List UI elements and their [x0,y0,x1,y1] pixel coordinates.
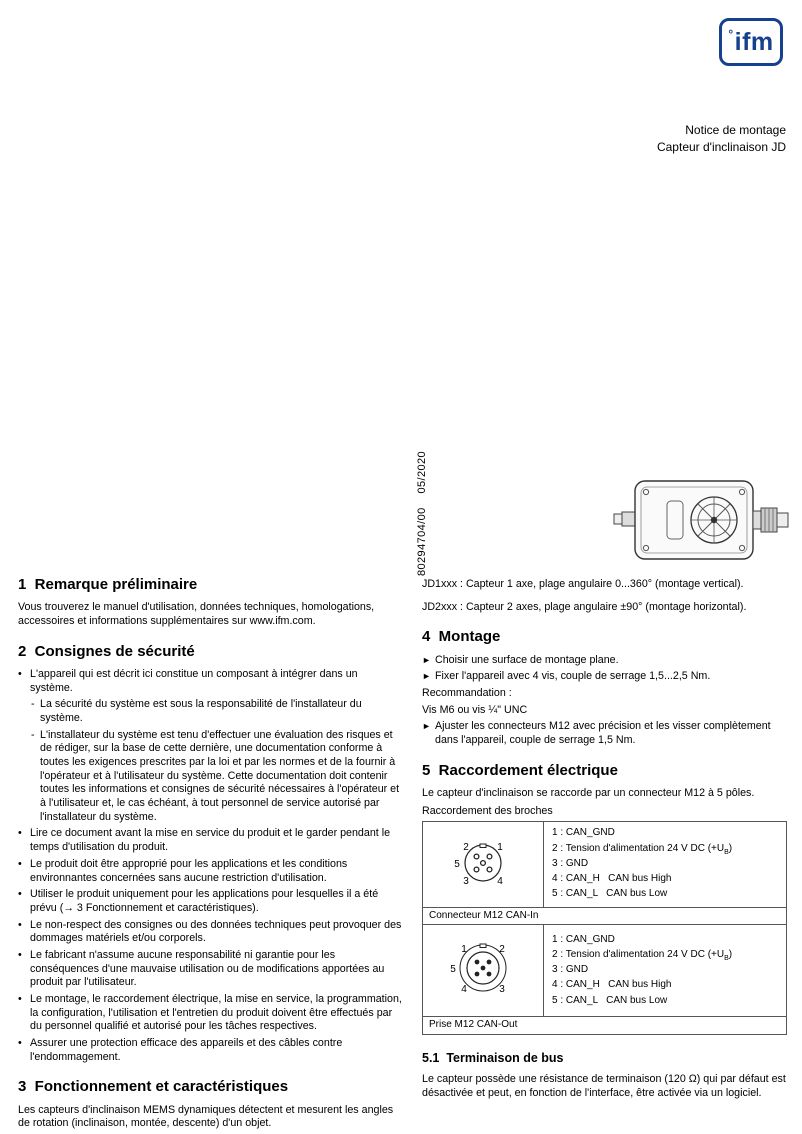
arrow-marker: ► [422,671,431,682]
pin-line: 1 : CAN_GND [552,827,615,839]
list-item [18,668,402,695]
list-item [18,949,402,990]
pin-line: 1 : CAN_GND [552,933,615,945]
list-item [18,993,402,1034]
bullet-marker: • [18,827,22,840]
bullet-marker: • [18,1037,22,1050]
list-item [18,698,402,725]
instruction-item [422,670,787,684]
instruction-item [422,654,787,668]
dash-marker: - [31,698,35,711]
list-item [18,919,402,946]
connector-can-in-caption: Connecteur M12 CAN-In [423,907,787,925]
section-2-title: 2 Consignes de sécurité [18,642,195,660]
pin-line: 4 : CAN_H CAN bus High [552,873,672,885]
logo-degree-mark: ° [728,27,734,41]
list-item [18,827,402,854]
bullet-marker: • [18,918,22,931]
pin-number-label: 3 [499,984,505,996]
instruction-text: Choisir une surface de montage plane. [435,653,619,666]
pin-assignment-label: Raccordement des broches [422,804,553,817]
pin-line: 3 : GND [552,857,589,869]
doc-header [657,122,786,157]
ifm-logo [719,18,783,66]
recommendation-text: Vis M6 ou vis ¼" UNC [422,703,528,716]
instruction-text: Fixer l'appareil avec 4 vis, couple de serrage 1,5...2,5 Nm. [435,670,711,683]
bullet-marker: • [18,857,22,870]
arrow-marker: ► [422,654,431,665]
pin-list-cell [544,822,787,907]
bullet-marker: • [18,667,22,680]
list-item-text: L'installateur du système est tenu d'effectuer une évaluation des risques et de rédiger, sur la base de cette dernière, une documentation conforme à toutes les exigences prescrites par la loi et par les normes et de la fournir à l'opérateur et à l'utilisateur du système. Cette documentation doit contenir toutes les informations et consignes de sécurité nécessaires à l'opérateur et à l'utilisateur et, le cas échéant, à tout personnel de service autorisé par l'installateur du système. [40,728,400,823]
right-column [422,578,787,1110]
pin-line: 2 : Tension d'alimentation 24 V DC $(+U_B)$ [552,948,733,962]
section-3-body: Les capteurs d'inclinaison MEMS dynamiques détectent et mesurent les angles de rotation (inclinaison, montée, descente) d'un objet. [18,1103,394,1130]
section-5-intro: Le capteur d'inclinaison se raccorde par un connecteur M12 à 5 pôles. [422,787,755,799]
pin-list-cell [544,925,787,1017]
list-item [18,888,402,915]
pin-number-label: 4 [461,984,467,996]
logo-text: ifm [734,27,774,56]
pin-line: 5 : CAN_L CAN bus Low [552,994,668,1006]
table-caption-row [423,1017,787,1035]
section-3-title: 3 Fonctionnement et caractéristiques [18,1078,289,1096]
bullet-marker: • [18,993,22,1005]
bullet-marker: • [18,888,22,901]
instruction-item [422,720,787,747]
document-number-vertical: 80294704/00 05/2020 [416,450,428,576]
instruction-text: Ajuster les connecteurs M12 avec précision et les visser complètement dans l'appareil, couple de serrage 1,5 Nm. [435,720,771,747]
m12-can-out-diagram [433,928,533,1008]
list-item-text: Assurer une protection efficace des appareils et des câbles contre l'endommagement. [30,1037,343,1063]
list-item [18,729,402,825]
list-item [18,1037,402,1064]
pin-line: 4 : CAN_H CAN bus High [552,979,672,991]
table-row [423,925,787,1017]
list-item-text: Le fabricant n'assume aucune responsabilité ni garantie pour les conséquences d'une mauvaise utilisation ou de modifications apportées au produit par l'utilisateur. [30,948,385,989]
arrow-marker: ► [422,721,431,732]
list-item-text: Le montage, le raccordement électrique, la mise en service, la programmation, la configuration, l'utilisation et l'entretien du produit doivent être effectués par du personnel qualifié et autorisé pour les tâches respectives. [30,993,402,1033]
list-item-text: Le produit doit être approprié pour les applications et les conditions environnantes concernées sans aucune restriction d'utilisation. [30,857,348,884]
dash-marker: - [31,728,35,741]
pin-number-label: 1 [461,944,467,956]
list-item-text: Lire ce document avant la mise en service du produit et le garder pendant le temps d'utilisation du produit. [30,827,391,854]
pin-line: 2 : Tension d'alimentation 24 V DC $(+U_B)$ [552,842,733,856]
pin-number-label: 5 [450,964,456,976]
section-1-title: 1 Remarque préliminaire [18,576,198,593]
connector-can-in-diagram-cell [423,822,544,907]
pin-number-label: 1 [497,842,503,854]
sensor-illustration [610,474,792,568]
m12-can-in-diagram [433,829,533,895]
section-5-1-body: Le capteur possède une résistance de terminaison (120 Ω) qui par défaut est désactivée et peut, en fonction de l'interface, être activée via un logiciel. [422,1072,786,1099]
table-row [423,822,787,907]
recommendation-label: Recommandation : [422,687,512,699]
bullet-marker: • [18,948,22,961]
pin-number-label: 4 [497,876,503,888]
doc-subject: Capteur d'inclinaison JD [656,140,786,155]
section-4-title: 4 Montage [422,628,501,646]
jd1-variant-line: JD1xxx : Capteur 1 axe, plage angulaire 0...360° (montage vertical). [422,578,744,590]
connector-can-out-diagram-cell [423,925,544,1017]
list-item-text: La sécurité du système est sous la responsabilité de l'installateur du système. [40,698,362,724]
list-item-text: Le non-respect des consignes ou des données techniques peut provoquer des dommages matériels et/ou corporels. [30,918,402,945]
list-item-text: Utiliser le produit uniquement pour les applications pour lesquelles il a été prévu (→ 3 Fonctionnement et caractéristiques). [30,888,379,914]
pin-line: 5 : CAN_L CAN bus Low [552,888,668,900]
pin-number-label: 5 [454,859,460,871]
section-5-title: 5 Raccordement électrique [422,761,618,779]
connector-can-out-caption: Prise M12 CAN-Out [423,1017,787,1035]
doc-type: Notice de montage [685,123,786,137]
table-caption-row [423,907,787,925]
pin-number-label: 2 [463,842,469,854]
pin-line: 3 : GND [552,964,589,976]
left-column [18,576,402,1134]
section-5-1-title: 5.1 Terminaison de bus [422,1050,564,1065]
jd2-variant-line: JD2xxx : Capteur 2 axes, plage angulaire ±90° (montage horizontal). [422,600,747,613]
pin-assignment-table [422,821,787,1034]
list-item-text: L'appareil qui est décrit ici constitue un composant à intégrer dans un système. [30,667,358,694]
list-item [18,858,402,885]
section-1-body: Vous trouverez le manuel d'utilisation, données techniques, homologations, accessoires et informations supplémentaires sur www.ifm.com. [18,601,375,627]
pin-number-label: 3 [463,876,469,888]
pin-number-label: 2 [499,944,505,956]
